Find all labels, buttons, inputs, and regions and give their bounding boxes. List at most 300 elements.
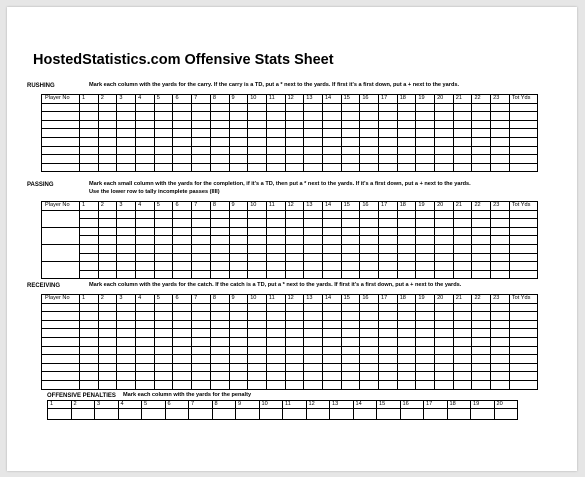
- yards-cell[interactable]: [341, 236, 360, 245]
- yards-cell[interactable]: [154, 312, 173, 321]
- yards-cell[interactable]: [491, 120, 510, 129]
- yards-cell[interactable]: [173, 355, 192, 364]
- yards-cell[interactable]: [322, 337, 341, 346]
- yards-cell[interactable]: [192, 219, 211, 228]
- yards-cell[interactable]: [248, 120, 267, 129]
- player-no-cell[interactable]: [42, 363, 80, 372]
- yards-cell[interactable]: [435, 329, 454, 338]
- yards-cell[interactable]: [322, 380, 341, 389]
- yards-cell[interactable]: [117, 137, 136, 146]
- yards-cell[interactable]: [117, 120, 136, 129]
- yards-cell[interactable]: [341, 103, 360, 112]
- yards-cell[interactable]: [304, 103, 323, 112]
- yards-cell[interactable]: [192, 103, 211, 112]
- yards-cell[interactable]: [341, 329, 360, 338]
- yards-cell[interactable]: [248, 137, 267, 146]
- yards-cell[interactable]: [80, 253, 99, 262]
- yards-cell[interactable]: [360, 253, 379, 262]
- yards-cell[interactable]: [80, 262, 99, 271]
- yards-cell[interactable]: [322, 112, 341, 121]
- yards-cell[interactable]: [98, 380, 117, 389]
- yards-cell[interactable]: [435, 372, 454, 381]
- yards-cell[interactable]: [435, 363, 454, 372]
- yards-cell[interactable]: [304, 320, 323, 329]
- total-yards-cell[interactable]: [509, 346, 537, 355]
- yards-cell[interactable]: [397, 120, 416, 129]
- yards-cell[interactable]: [173, 155, 192, 164]
- yards-cell[interactable]: [379, 236, 398, 245]
- yards-cell[interactable]: [304, 227, 323, 236]
- total-yards-cell[interactable]: [509, 163, 537, 172]
- yards-cell[interactable]: [435, 346, 454, 355]
- yards-cell[interactable]: [80, 329, 99, 338]
- yards-cell[interactable]: [117, 380, 136, 389]
- yards-cell[interactable]: [341, 146, 360, 155]
- yards-cell[interactable]: [136, 103, 155, 112]
- yards-cell[interactable]: [266, 163, 285, 172]
- yards-cell[interactable]: [80, 137, 99, 146]
- yards-cell[interactable]: [192, 312, 211, 321]
- yards-cell[interactable]: [453, 112, 472, 121]
- yards-cell[interactable]: [229, 372, 248, 381]
- yards-cell[interactable]: [266, 329, 285, 338]
- yards-cell[interactable]: [453, 262, 472, 271]
- yards-cell[interactable]: [360, 210, 379, 219]
- yards-cell[interactable]: [248, 129, 267, 138]
- yards-cell[interactable]: [453, 270, 472, 279]
- yards-cell[interactable]: [210, 346, 229, 355]
- yards-cell[interactable]: [416, 112, 435, 121]
- yards-cell[interactable]: [416, 227, 435, 236]
- yards-cell[interactable]: [117, 355, 136, 364]
- yards-cell[interactable]: [472, 320, 491, 329]
- total-yards-cell[interactable]: [509, 210, 537, 219]
- yards-cell[interactable]: [248, 112, 267, 121]
- penalty-yards-cell[interactable]: [283, 409, 307, 420]
- yards-cell[interactable]: [173, 146, 192, 155]
- yards-cell[interactable]: [229, 355, 248, 364]
- yards-cell[interactable]: [98, 244, 117, 253]
- yards-cell[interactable]: [472, 236, 491, 245]
- yards-cell[interactable]: [341, 227, 360, 236]
- yards-cell[interactable]: [453, 103, 472, 112]
- player-no-cell[interactable]: [42, 372, 80, 381]
- yards-cell[interactable]: [360, 103, 379, 112]
- yards-cell[interactable]: [491, 227, 510, 236]
- yards-cell[interactable]: [98, 236, 117, 245]
- total-yards-cell[interactable]: [509, 355, 537, 364]
- yards-cell[interactable]: [416, 253, 435, 262]
- player-no-cell[interactable]: [42, 103, 80, 112]
- yards-cell[interactable]: [322, 244, 341, 253]
- yards-cell[interactable]: [453, 363, 472, 372]
- yards-cell[interactable]: [472, 129, 491, 138]
- total-yards-cell[interactable]: [509, 270, 537, 279]
- yards-cell[interactable]: [453, 380, 472, 389]
- yards-cell[interactable]: [472, 372, 491, 381]
- yards-cell[interactable]: [285, 155, 304, 164]
- yards-cell[interactable]: [192, 303, 211, 312]
- yards-cell[interactable]: [192, 346, 211, 355]
- penalty-yards-cell[interactable]: [400, 409, 424, 420]
- yards-cell[interactable]: [80, 303, 99, 312]
- yards-cell[interactable]: [416, 236, 435, 245]
- yards-cell[interactable]: [229, 346, 248, 355]
- yards-cell[interactable]: [154, 137, 173, 146]
- yards-cell[interactable]: [80, 244, 99, 253]
- yards-cell[interactable]: [304, 355, 323, 364]
- yards-cell[interactable]: [397, 163, 416, 172]
- yards-cell[interactable]: [472, 337, 491, 346]
- yards-cell[interactable]: [379, 312, 398, 321]
- yards-cell[interactable]: [173, 320, 192, 329]
- yards-cell[interactable]: [266, 236, 285, 245]
- yards-cell[interactable]: [397, 210, 416, 219]
- yards-cell[interactable]: [435, 270, 454, 279]
- yards-cell[interactable]: [379, 329, 398, 338]
- yards-cell[interactable]: [248, 346, 267, 355]
- yards-cell[interactable]: [360, 129, 379, 138]
- yards-cell[interactable]: [453, 337, 472, 346]
- yards-cell[interactable]: [285, 227, 304, 236]
- yards-cell[interactable]: [360, 320, 379, 329]
- yards-cell[interactable]: [416, 380, 435, 389]
- yards-cell[interactable]: [154, 329, 173, 338]
- yards-cell[interactable]: [285, 129, 304, 138]
- yards-cell[interactable]: [266, 303, 285, 312]
- yards-cell[interactable]: [416, 312, 435, 321]
- yards-cell[interactable]: [154, 253, 173, 262]
- yards-cell[interactable]: [435, 312, 454, 321]
- penalty-yards-cell[interactable]: [330, 409, 354, 420]
- yards-cell[interactable]: [472, 244, 491, 253]
- yards-cell[interactable]: [360, 303, 379, 312]
- yards-cell[interactable]: [379, 146, 398, 155]
- yards-cell[interactable]: [379, 270, 398, 279]
- penalty-yards-cell[interactable]: [377, 409, 401, 420]
- yards-cell[interactable]: [304, 244, 323, 253]
- yards-cell[interactable]: [453, 320, 472, 329]
- yards-cell[interactable]: [248, 270, 267, 279]
- yards-cell[interactable]: [360, 112, 379, 121]
- yards-cell[interactable]: [397, 270, 416, 279]
- yards-cell[interactable]: [397, 129, 416, 138]
- yards-cell[interactable]: [98, 137, 117, 146]
- yards-cell[interactable]: [136, 372, 155, 381]
- yards-cell[interactable]: [173, 227, 192, 236]
- yards-cell[interactable]: [435, 163, 454, 172]
- yards-cell[interactable]: [248, 380, 267, 389]
- yards-cell[interactable]: [472, 210, 491, 219]
- yards-cell[interactable]: [192, 163, 211, 172]
- yards-cell[interactable]: [322, 210, 341, 219]
- yards-cell[interactable]: [98, 355, 117, 364]
- yards-cell[interactable]: [379, 346, 398, 355]
- yards-cell[interactable]: [173, 312, 192, 321]
- yards-cell[interactable]: [80, 355, 99, 364]
- yards-cell[interactable]: [435, 137, 454, 146]
- yards-cell[interactable]: [136, 270, 155, 279]
- yards-cell[interactable]: [397, 363, 416, 372]
- total-yards-cell[interactable]: [509, 227, 537, 236]
- yards-cell[interactable]: [435, 355, 454, 364]
- penalty-yards-cell[interactable]: [95, 409, 119, 420]
- yards-cell[interactable]: [248, 103, 267, 112]
- yards-cell[interactable]: [491, 303, 510, 312]
- yards-cell[interactable]: [341, 346, 360, 355]
- yards-cell[interactable]: [117, 227, 136, 236]
- yards-cell[interactable]: [117, 320, 136, 329]
- yards-cell[interactable]: [453, 120, 472, 129]
- yards-cell[interactable]: [416, 270, 435, 279]
- yards-cell[interactable]: [173, 210, 192, 219]
- yards-cell[interactable]: [266, 372, 285, 381]
- yards-cell[interactable]: [491, 329, 510, 338]
- yards-cell[interactable]: [435, 103, 454, 112]
- yards-cell[interactable]: [266, 112, 285, 121]
- yards-cell[interactable]: [229, 329, 248, 338]
- yards-cell[interactable]: [435, 210, 454, 219]
- yards-cell[interactable]: [248, 253, 267, 262]
- yards-cell[interactable]: [416, 262, 435, 271]
- penalty-yards-cell[interactable]: [71, 409, 95, 420]
- yards-cell[interactable]: [416, 346, 435, 355]
- yards-cell[interactable]: [154, 112, 173, 121]
- yards-cell[interactable]: [117, 103, 136, 112]
- yards-cell[interactable]: [435, 262, 454, 271]
- yards-cell[interactable]: [154, 129, 173, 138]
- yards-cell[interactable]: [435, 380, 454, 389]
- yards-cell[interactable]: [117, 219, 136, 228]
- yards-cell[interactable]: [154, 372, 173, 381]
- yards-cell[interactable]: [154, 163, 173, 172]
- yards-cell[interactable]: [210, 380, 229, 389]
- yards-cell[interactable]: [435, 146, 454, 155]
- yards-cell[interactable]: [322, 120, 341, 129]
- total-yards-cell[interactable]: [509, 320, 537, 329]
- yards-cell[interactable]: [397, 103, 416, 112]
- penalty-yards-cell[interactable]: [447, 409, 471, 420]
- yards-cell[interactable]: [360, 163, 379, 172]
- yards-cell[interactable]: [98, 112, 117, 121]
- yards-cell[interactable]: [491, 163, 510, 172]
- yards-cell[interactable]: [210, 244, 229, 253]
- yards-cell[interactable]: [322, 155, 341, 164]
- total-yards-cell[interactable]: [509, 112, 537, 121]
- yards-cell[interactable]: [397, 372, 416, 381]
- yards-cell[interactable]: [379, 103, 398, 112]
- yards-cell[interactable]: [248, 372, 267, 381]
- yards-cell[interactable]: [266, 320, 285, 329]
- yards-cell[interactable]: [248, 236, 267, 245]
- yards-cell[interactable]: [304, 155, 323, 164]
- total-yards-cell[interactable]: [509, 129, 537, 138]
- penalty-yards-cell[interactable]: [424, 409, 448, 420]
- yards-cell[interactable]: [192, 262, 211, 271]
- yards-cell[interactable]: [285, 236, 304, 245]
- yards-cell[interactable]: [229, 219, 248, 228]
- yards-cell[interactable]: [173, 270, 192, 279]
- yards-cell[interactable]: [285, 219, 304, 228]
- yards-cell[interactable]: [304, 129, 323, 138]
- yards-cell[interactable]: [154, 355, 173, 364]
- yards-cell[interactable]: [435, 219, 454, 228]
- yards-cell[interactable]: [80, 346, 99, 355]
- total-yards-cell[interactable]: [509, 337, 537, 346]
- yards-cell[interactable]: [98, 312, 117, 321]
- yards-cell[interactable]: [472, 329, 491, 338]
- yards-cell[interactable]: [173, 236, 192, 245]
- yards-cell[interactable]: [322, 320, 341, 329]
- yards-cell[interactable]: [285, 337, 304, 346]
- yards-cell[interactable]: [491, 270, 510, 279]
- yards-cell[interactable]: [154, 219, 173, 228]
- yards-cell[interactable]: [248, 355, 267, 364]
- yards-cell[interactable]: [379, 210, 398, 219]
- yards-cell[interactable]: [229, 120, 248, 129]
- yards-cell[interactable]: [285, 363, 304, 372]
- yards-cell[interactable]: [360, 155, 379, 164]
- penalty-yards-cell[interactable]: [471, 409, 495, 420]
- yards-cell[interactable]: [80, 112, 99, 121]
- total-yards-cell[interactable]: [509, 303, 537, 312]
- yards-cell[interactable]: [360, 146, 379, 155]
- yards-cell[interactable]: [154, 363, 173, 372]
- yards-cell[interactable]: [360, 380, 379, 389]
- yards-cell[interactable]: [341, 303, 360, 312]
- yards-cell[interactable]: [210, 372, 229, 381]
- yards-cell[interactable]: [416, 146, 435, 155]
- yards-cell[interactable]: [229, 112, 248, 121]
- yards-cell[interactable]: [229, 244, 248, 253]
- yards-cell[interactable]: [341, 244, 360, 253]
- player-no-cell[interactable]: [42, 380, 80, 389]
- yards-cell[interactable]: [248, 146, 267, 155]
- yards-cell[interactable]: [117, 129, 136, 138]
- yards-cell[interactable]: [285, 244, 304, 253]
- yards-cell[interactable]: [98, 262, 117, 271]
- yards-cell[interactable]: [360, 270, 379, 279]
- yards-cell[interactable]: [322, 129, 341, 138]
- player-no-cell[interactable]: [42, 337, 80, 346]
- yards-cell[interactable]: [379, 337, 398, 346]
- yards-cell[interactable]: [80, 219, 99, 228]
- yards-cell[interactable]: [210, 219, 229, 228]
- yards-cell[interactable]: [136, 329, 155, 338]
- yards-cell[interactable]: [266, 346, 285, 355]
- yards-cell[interactable]: [136, 120, 155, 129]
- yards-cell[interactable]: [136, 337, 155, 346]
- yards-cell[interactable]: [117, 236, 136, 245]
- yards-cell[interactable]: [80, 337, 99, 346]
- yards-cell[interactable]: [136, 262, 155, 271]
- yards-cell[interactable]: [322, 262, 341, 271]
- yards-cell[interactable]: [341, 262, 360, 271]
- yards-cell[interactable]: [229, 363, 248, 372]
- yards-cell[interactable]: [173, 103, 192, 112]
- yards-cell[interactable]: [248, 155, 267, 164]
- yards-cell[interactable]: [341, 112, 360, 121]
- yards-cell[interactable]: [266, 355, 285, 364]
- yards-cell[interactable]: [491, 137, 510, 146]
- yards-cell[interactable]: [341, 372, 360, 381]
- yards-cell[interactable]: [472, 146, 491, 155]
- total-yards-cell[interactable]: [509, 329, 537, 338]
- yards-cell[interactable]: [322, 253, 341, 262]
- yards-cell[interactable]: [136, 163, 155, 172]
- yards-cell[interactable]: [360, 227, 379, 236]
- yards-cell[interactable]: [435, 320, 454, 329]
- yards-cell[interactable]: [379, 320, 398, 329]
- player-no-cell[interactable]: [42, 312, 80, 321]
- yards-cell[interactable]: [154, 244, 173, 253]
- yards-cell[interactable]: [80, 270, 99, 279]
- yards-cell[interactable]: [285, 303, 304, 312]
- yards-cell[interactable]: [491, 372, 510, 381]
- yards-cell[interactable]: [173, 163, 192, 172]
- total-yards-cell[interactable]: [509, 372, 537, 381]
- yards-cell[interactable]: [98, 219, 117, 228]
- yards-cell[interactable]: [210, 210, 229, 219]
- yards-cell[interactable]: [154, 227, 173, 236]
- yards-cell[interactable]: [304, 312, 323, 321]
- yards-cell[interactable]: [192, 355, 211, 364]
- yards-cell[interactable]: [136, 355, 155, 364]
- yards-cell[interactable]: [80, 312, 99, 321]
- yards-cell[interactable]: [304, 303, 323, 312]
- player-no-cell[interactable]: [42, 163, 80, 172]
- yards-cell[interactable]: [341, 129, 360, 138]
- yards-cell[interactable]: [491, 253, 510, 262]
- yards-cell[interactable]: [453, 227, 472, 236]
- yards-cell[interactable]: [248, 219, 267, 228]
- yards-cell[interactable]: [453, 129, 472, 138]
- yards-cell[interactable]: [453, 253, 472, 262]
- yards-cell[interactable]: [397, 253, 416, 262]
- yards-cell[interactable]: [341, 355, 360, 364]
- yards-cell[interactable]: [341, 337, 360, 346]
- yards-cell[interactable]: [192, 253, 211, 262]
- yards-cell[interactable]: [322, 363, 341, 372]
- penalty-yards-cell[interactable]: [353, 409, 377, 420]
- yards-cell[interactable]: [98, 346, 117, 355]
- yards-cell[interactable]: [229, 312, 248, 321]
- yards-cell[interactable]: [210, 337, 229, 346]
- yards-cell[interactable]: [117, 303, 136, 312]
- yards-cell[interactable]: [453, 346, 472, 355]
- yards-cell[interactable]: [210, 312, 229, 321]
- yards-cell[interactable]: [472, 270, 491, 279]
- yards-cell[interactable]: [266, 103, 285, 112]
- yards-cell[interactable]: [210, 363, 229, 372]
- yards-cell[interactable]: [173, 262, 192, 271]
- yards-cell[interactable]: [435, 112, 454, 121]
- yards-cell[interactable]: [322, 236, 341, 245]
- yards-cell[interactable]: [210, 120, 229, 129]
- yards-cell[interactable]: [192, 320, 211, 329]
- yards-cell[interactable]: [285, 137, 304, 146]
- yards-cell[interactable]: [491, 363, 510, 372]
- yards-cell[interactable]: [80, 236, 99, 245]
- yards-cell[interactable]: [472, 363, 491, 372]
- yards-cell[interactable]: [154, 337, 173, 346]
- player-no-cell[interactable]: [42, 112, 80, 121]
- yards-cell[interactable]: [360, 337, 379, 346]
- yards-cell[interactable]: [285, 112, 304, 121]
- yards-cell[interactable]: [472, 163, 491, 172]
- yards-cell[interactable]: [136, 155, 155, 164]
- yards-cell[interactable]: [379, 120, 398, 129]
